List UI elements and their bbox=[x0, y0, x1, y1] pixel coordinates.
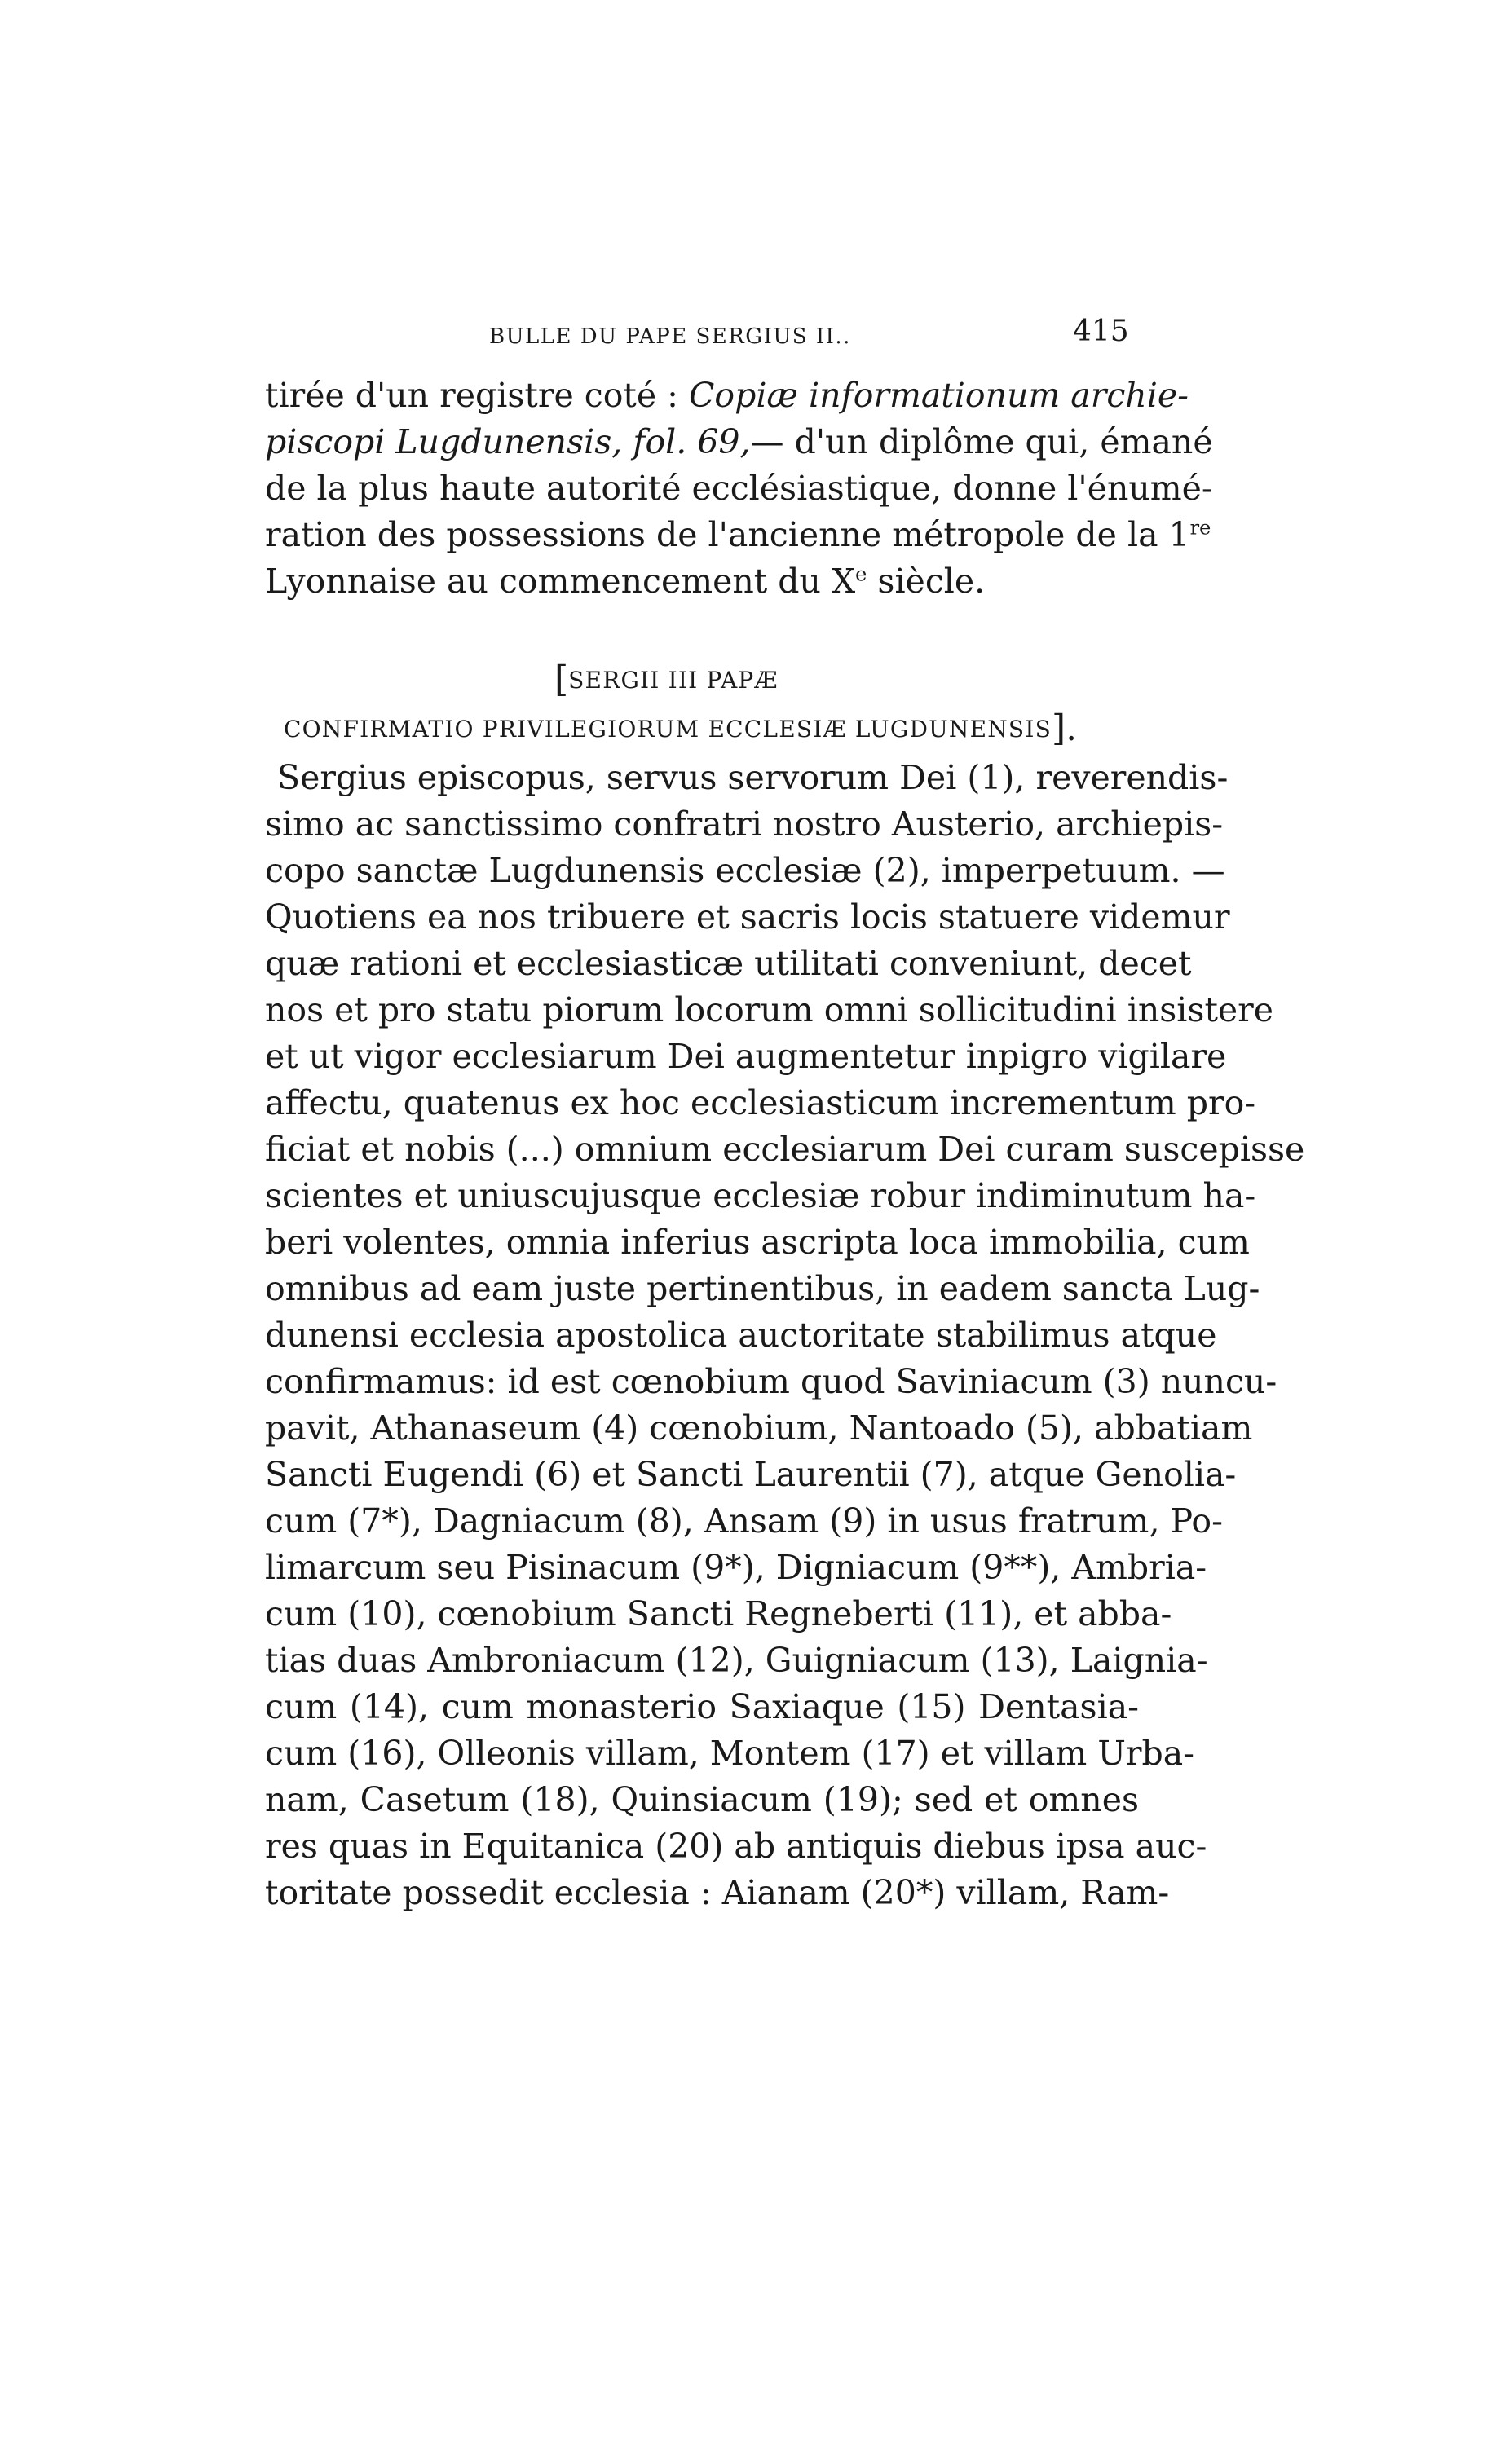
body-line-22: cum (16), Olleonis villam, Montem (17) et villam Urba- bbox=[265, 1734, 1195, 1773]
body-line-7: et ut vigor ecclesiarum Dei augmentetur inpigro vigilare bbox=[265, 1037, 1227, 1076]
body-line-1: Sergius episcopus, servus servorum Dei (1), reverendis- bbox=[277, 758, 1229, 797]
section-heading-line-2: CONFIRMATIO PRIVILEGIORUM ECCLESIÆ LUGDUNENSIS]. bbox=[284, 707, 1078, 749]
body-line-9: ficiat et nobis (...) omnium ecclesiarum Dei curam suscepisse bbox=[265, 1130, 1305, 1169]
body-line-18: limarcum seu Pisinacum (9*), Digniacum (9**), Ambria- bbox=[265, 1548, 1207, 1587]
body-line-2: simo ac sanctissimo confratri nostro Austerio, archiepis- bbox=[265, 804, 1224, 844]
running-head-title: BULLE DU PAPE SERGIUS II.. bbox=[489, 324, 851, 349]
intro-line-3: de la plus haute autorité ecclésiastique, donne l'énumé- bbox=[265, 469, 1213, 508]
body-line-3: copo sanctæ Lugdunensis ecclesiæ (2), imperpetuum. — bbox=[265, 851, 1225, 890]
intro-line-5: Lyonnaise au commencement du Xe siècle. bbox=[265, 562, 986, 601]
intro-line-4: ration des possessions de l'ancienne métropole de la 1re bbox=[265, 515, 1211, 554]
body-line-10: scientes et uniuscujusque ecclesiæ robur indiminutum ha- bbox=[265, 1176, 1256, 1215]
body-line-25: toritate possedit ecclesia : Aianam (20*) villam, Ram- bbox=[265, 1873, 1170, 1912]
body-line-24: res quas in Equitanica (20) ab antiquis diebus ipsa auc- bbox=[265, 1827, 1207, 1866]
body-line-4: Quotiens ea nos tribuere et sacris locis statuere videmur bbox=[265, 897, 1230, 937]
section-heading-line-1: [SERGII III PAPÆ bbox=[554, 659, 779, 700]
body-line-13: dunensi ecclesia apostolica auctoritate stabilimus atque bbox=[265, 1316, 1217, 1355]
body-line-14: confirmamus: id est cœnobium quod Saviniacum (3) nuncu- bbox=[265, 1362, 1277, 1401]
intro-line-1: tirée d'un registre coté : Copiæ informationum archie- bbox=[265, 376, 1189, 415]
page-number: 415 bbox=[1073, 315, 1129, 348]
body-line-15: pavit, Athanaseum (4) cœnobium, Nantoado (5), abbatiam bbox=[265, 1408, 1253, 1448]
body-line-23: nam, Casetum (18), Quinsiacum (19); sed et omnes bbox=[265, 1780, 1139, 1819]
intro-line-2: piscopi Lugdunensis, fol. 69,— d'un diplôme qui, émané bbox=[265, 422, 1213, 461]
body-line-11: beri volentes, omnia inferius ascripta loca immobilia, cum bbox=[265, 1223, 1250, 1262]
body-line-6: nos et pro statu piorum locorum omni sollicitudini insistere bbox=[265, 990, 1274, 1029]
body-line-8: affectu, quatenus ex hoc ecclesiasticum incrementum pro- bbox=[265, 1083, 1256, 1122]
body-line-5: quæ rationi et ecclesiasticæ utilitati conveniunt, decet bbox=[265, 944, 1192, 983]
body-line-16: Sancti Eugendi (6) et Sancti Laurentii (7), atque Genolia- bbox=[265, 1455, 1237, 1494]
body-line-19: cum (10), cœnobium Sancti Regneberti (11), et abba- bbox=[265, 1594, 1172, 1633]
body-line-20: tias duas Ambroniacum (12), Guigniacum (13), Laignia- bbox=[265, 1641, 1208, 1680]
body-line-17: cum (7*), Dagniacum (8), Ansam (9) in usus fratrum, Po- bbox=[265, 1501, 1223, 1541]
body-line-12: omnibus ad eam juste pertinentibus, in eadem sancta Lug- bbox=[265, 1269, 1260, 1308]
body-line-21: cum (14), cum monasterio Saxiaque (15) Dentasia- bbox=[265, 1687, 1139, 1726]
